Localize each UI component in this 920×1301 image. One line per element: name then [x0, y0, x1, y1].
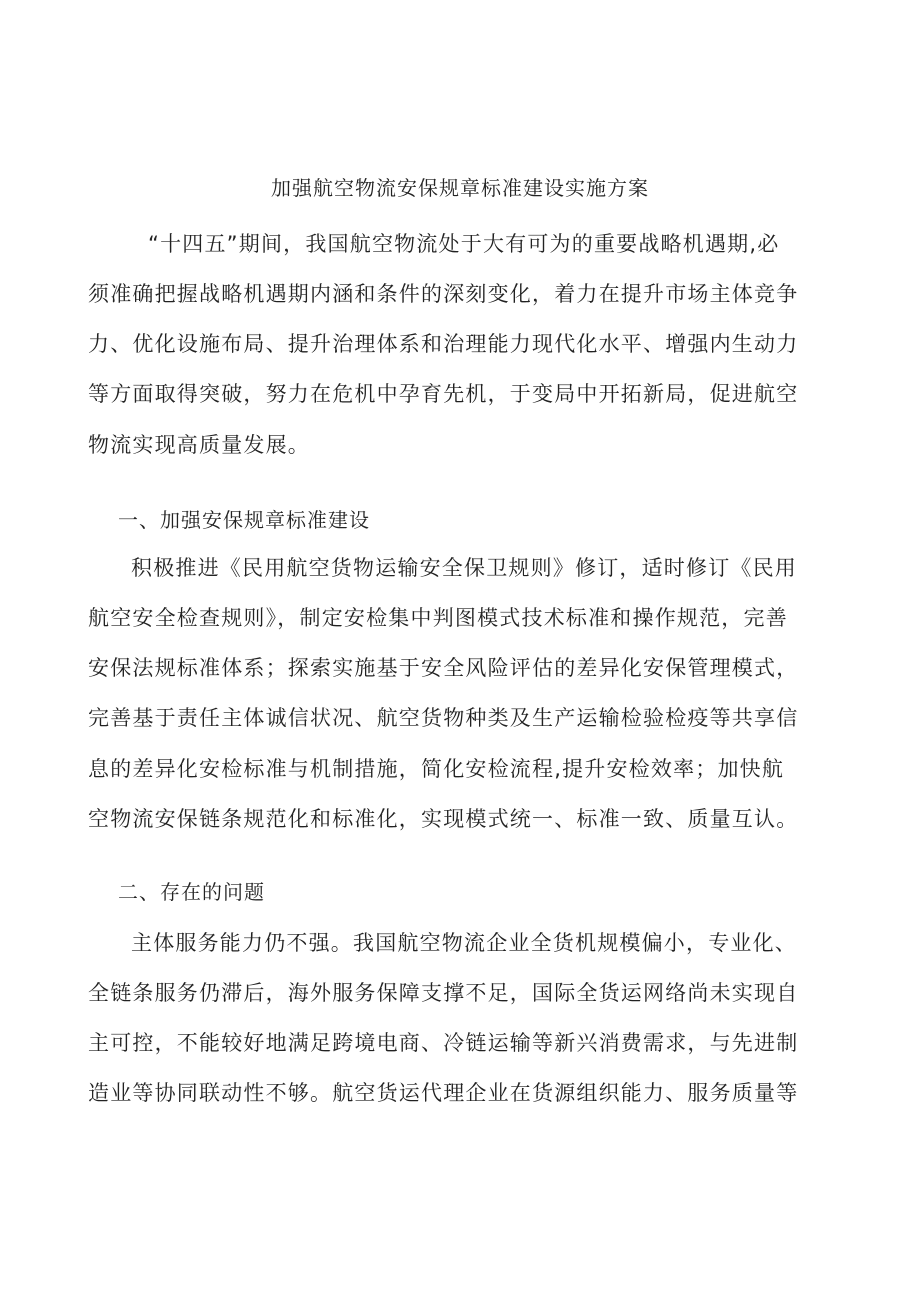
paragraph-line: 全链条服务仍滞后，海外服务保障支撑不足，国际全货运网络尚未实现自: [88, 981, 799, 1005]
document-title: 加强航空物流安保规章标准建设实施方案: [271, 176, 649, 200]
paragraph-line: 力、优化设施布局、提升治理体系和治理能力现代化水平、增强内生动力: [88, 332, 799, 356]
paragraph-line: 主体服务能力仍不强。我国航空物流企业全货机规模偏小，专业化、: [131, 931, 797, 955]
paragraph-line: 息的差异化安检标准与机制措施，简化安检流程,提升安检效率；加快航: [88, 757, 785, 781]
paragraph-line: 积极推进《民用航空货物运输安全保卫规则》修订，适时修订《民用: [131, 556, 797, 580]
paragraph-line: 安保法规标准体系；探索实施基于安全风险评估的差异化安保管理模式，: [88, 656, 799, 680]
paragraph-line: 等方面取得突破，努力在危机中孕育先机，于变局中开拓新局，促进航空: [88, 382, 799, 406]
paragraph-line: 完善基于责任主体诚信状况、航空货物种类及生产运输检验检疫等共享信: [88, 706, 799, 730]
section-heading-1: 一、加强安保规章标准建设: [118, 508, 370, 532]
section-heading-2: 二、存在的问题: [118, 880, 265, 904]
paragraph-line: 须准确把握战略机遇期内涵和条件的深刻变化，着力在提升市场主体竞争: [88, 282, 799, 306]
paragraph-line: 造业等协同联动性不够。航空货运代理企业在货源组织能力、服务质量等: [88, 1081, 799, 1105]
paragraph-line: 物流实现高质量发展。: [88, 433, 310, 457]
paragraph-line: 空物流安保链条规范化和标准化，实现模式统一、标准一致、质量互认。: [88, 807, 799, 831]
paragraph-line: “十四五”期间，我国航空物流处于大有可为的重要战略机遇期,必: [148, 232, 780, 256]
paragraph-line: 主可控，不能较好地满足跨境电商、冷链运输等新兴消费需求，与先进制: [88, 1031, 799, 1055]
paragraph-line: 航空安全检查规则》，制定安检集中判图模式技术标准和操作规范，完善: [88, 606, 788, 630]
